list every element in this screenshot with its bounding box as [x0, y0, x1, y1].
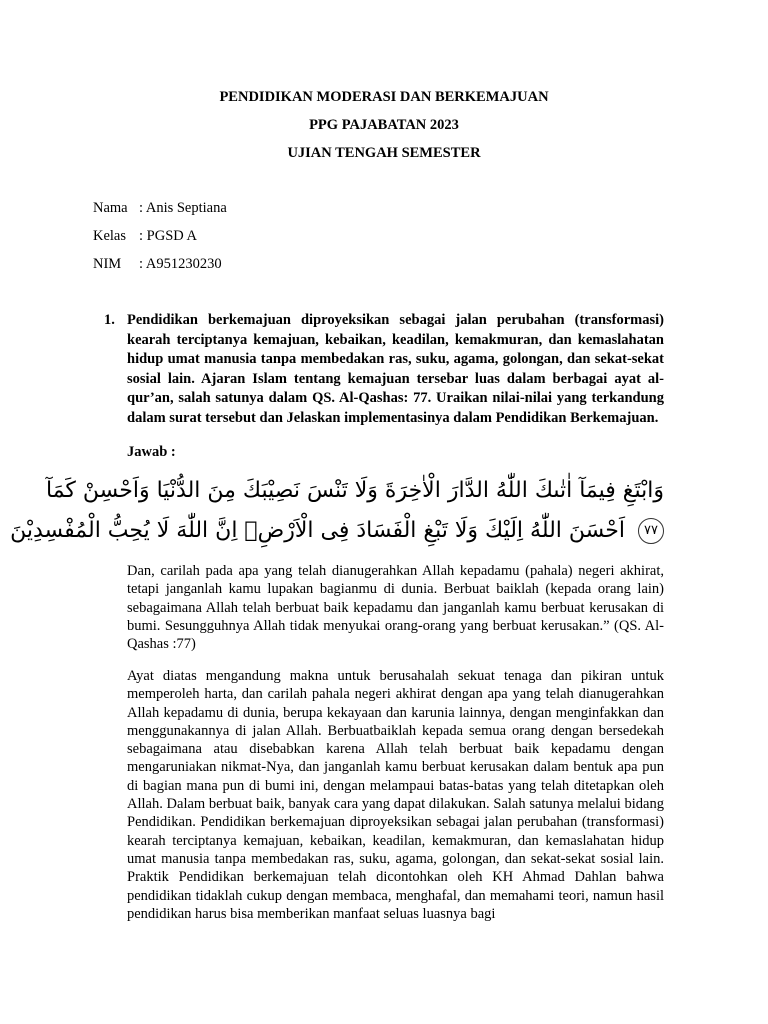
answer-label: Jawab : — [127, 444, 176, 460]
identity-label: Kelas — [93, 228, 127, 244]
question-text: Pendidikan berkemajuan diproyeksikan sebagai jalan perubahan (transformasi) kearah terciptanya kemajuan, kebaikan, keadilan, kemakmuran, dan kemaslahatan hidup umat manusia tanpa membedakan ras, suku, agama, golongan, dan sekat-sekat sosial lain. Ajaran Islam tentang kemajuan tersebar luas dalam berbagai ayat al-qur’an, salah satunya dalam QS. Al-Qashas: 77. Uraikan nilai-nilai yang terkandung dalam surat tersebut dan Jelaskan implementasinya dalam Pendidikan Berkemajuan. — [127, 312, 664, 426]
identity-label: Nama — [93, 200, 128, 216]
arabic-verse-line-1: وَابْتَغِ فِيمَآ اٰتٰىكَ اللّٰهُ الدَّارَ الْاٰخِرَةَ وَلَا تَنْسَ نَصِيْبَكَ مِنَ الدُّنْيَا وَاَحْسِنْ كَمَآ — [46, 478, 664, 503]
identity-row-class — [93, 228, 197, 245]
identity-value: : A951230230 — [139, 256, 222, 272]
answer-explanation: Ayat diatas mengandung makna untuk berusahalah sekuat tenaga dan pikiran untuk memperoleh harta, dan carilah pahala negeri akhirat dengan apa yang telah dianugerahkan Allah kepadamu di dunia, berupa kekayaan dan karunia lainnya, dengan menginfakkan dan menggunakannya di jalan Allah. Berbuatbaiklah kepada semua orang dengan bersedekah sebagaimana atau disebabkan karena Allah telah berbuat baik kepadamu dengan mengaruniakan nikmat-Nya, dan janganlah kamu berbuat kerusakan dalam bentuk apa pun di bagian mana pun di bumi ini, dengan melampaui batas-batas yang telah ditetapkan oleh Allah. Dalam berbuat baik, banyak cara yang dapat dilakukan. Salah satunya melalui bidang Pendidikan. Pendidikan berkemajuan diproyeksikan sebagai jalan perubahan (transformasi) kearah terciptanya kemajuan, kebaikan, keadilan, kemakmuran, dan kemaslahatan hidup umat manusia tanpa membedakan ras, suku, agama, golongan, dan sekat-sekat sosial lain. Praktik Pendidikan berkemajuan telah dicontohkan oleh KH Ahmad Dahlan bahwa pendidikan tidaklah cukup dengan membaca, menghafal, dan memahami teori, namun hasil pendidikan harus bisa memberikan manfaat seluas luasnya bagi — [127, 668, 664, 922]
verse-translation: Dan, carilah pada apa yang telah dianugerahkan Allah kepadamu (pahala) negeri akhirat, tetapi janganlah kamu lupakan bagianmu di dunia. Berbuat baiklah (kepada orang lain) sebagaimana Allah telah berbuat baik kepadamu dan janganlah kamu berbuat kerusakan di bumi. Sesungguhnya Allah tidak menyukai orang-orang yang berbuat kerusakan.” (QS. Al-Qashas :77) — [127, 563, 664, 653]
arabic-verse-line-2 — [10, 518, 664, 544]
identity-label: NIM — [93, 256, 122, 272]
identity-value: : Anis Septiana — [139, 200, 227, 216]
arabic-verse-text: اَحْسَنَ اللّٰهُ اِلَيْكَ وَلَا تَبْغِ الْفَسَادَ فِى الْاَرْضِۗ اِنَّ اللّٰهَ لَا يُحِبُّ الْمُفْسِدِيْنَ — [10, 518, 625, 543]
document-subtitle: PPG PAJABATAN 2023 — [309, 117, 459, 133]
exam-title: UJIAN TENGAH SEMESTER — [287, 145, 481, 161]
identity-row-nim — [93, 256, 222, 273]
document-title: PENDIDIKAN MODERASI DAN BERKEMAJUAN — [219, 89, 549, 105]
identity-value: : PGSD A — [139, 228, 198, 244]
identity-row-name — [93, 200, 227, 217]
ayah-number-marker: ٧٧ — [638, 518, 664, 544]
question-number: 1. — [104, 312, 115, 328]
